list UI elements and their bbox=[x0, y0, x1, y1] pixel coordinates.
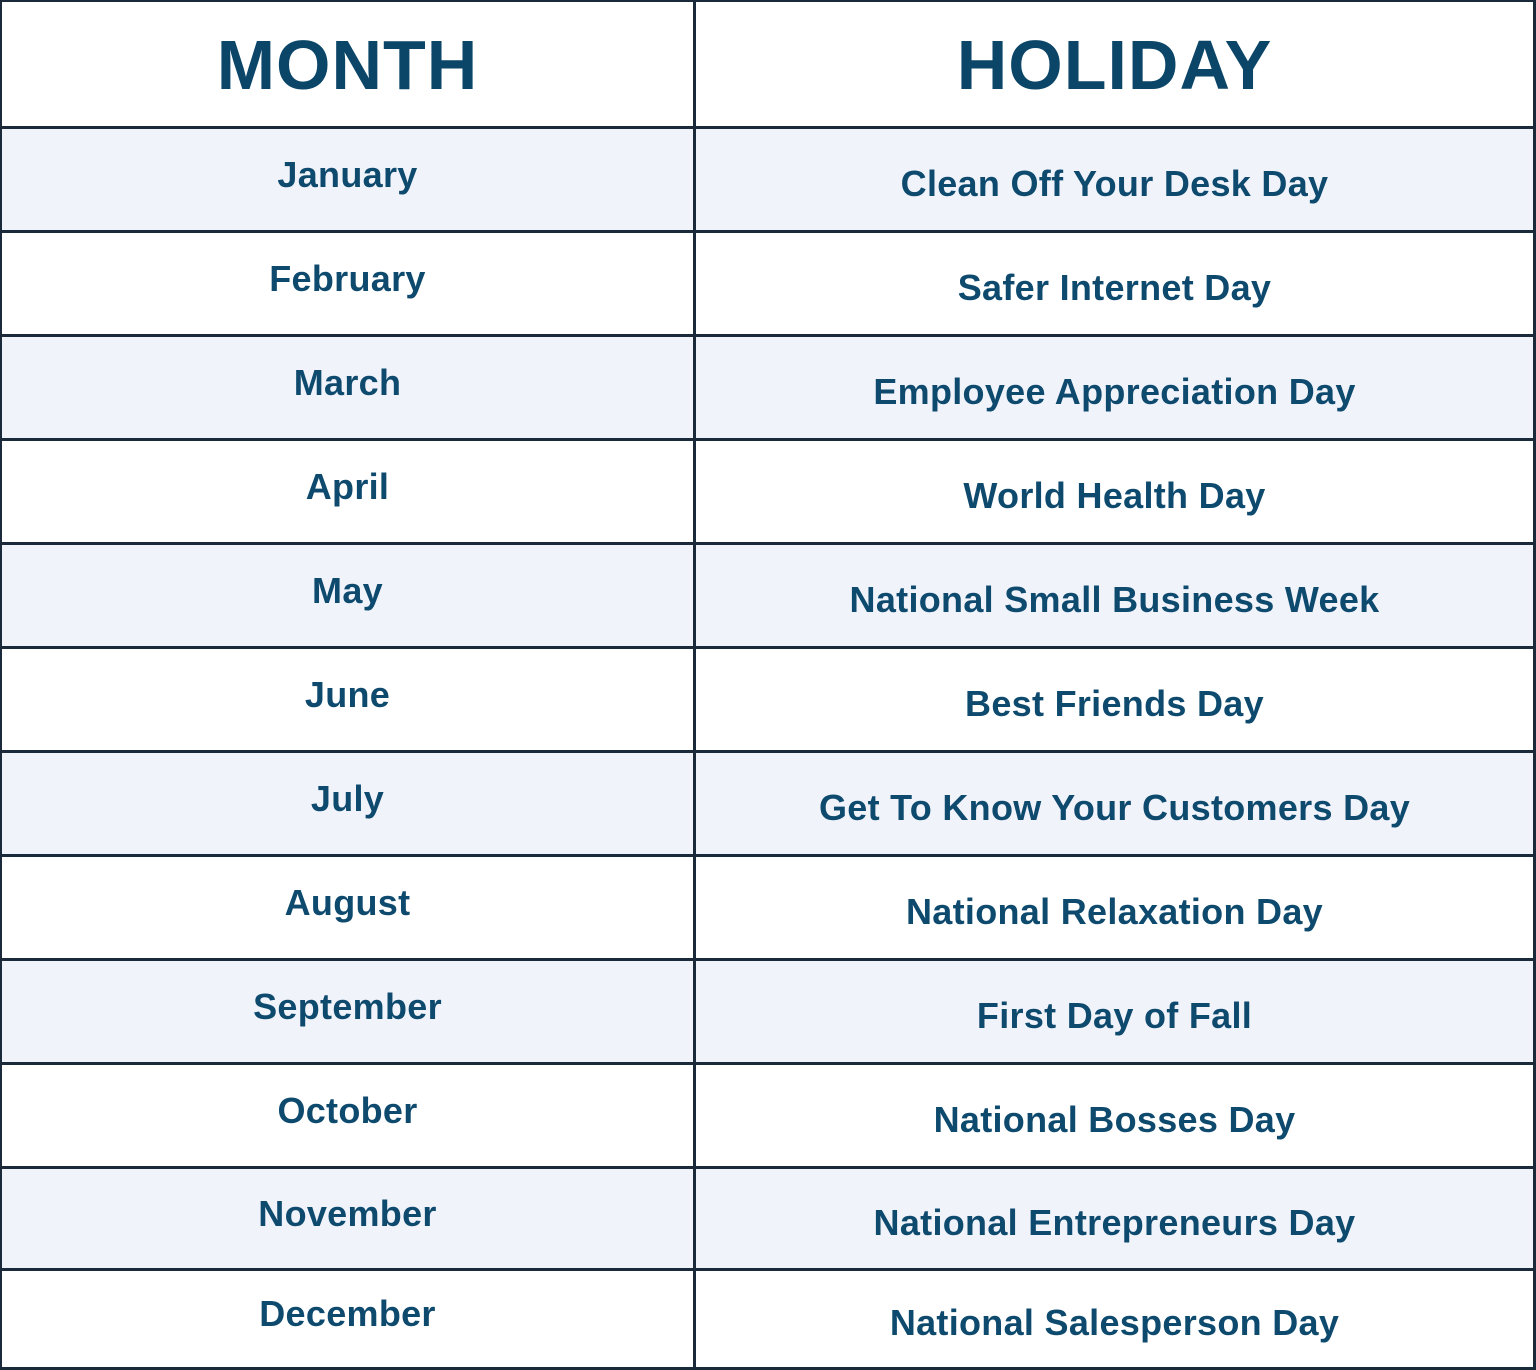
table-row bbox=[2, 1268, 1533, 1369]
holiday-text: National Entrepreneurs Day bbox=[873, 1201, 1356, 1243]
holiday-text: National Relaxation Day bbox=[905, 890, 1323, 932]
month-cell bbox=[2, 857, 696, 960]
month-text: June bbox=[304, 673, 391, 715]
holiday-cell bbox=[696, 441, 1533, 544]
month-cell bbox=[2, 1169, 696, 1270]
holiday-text: National Salesperson Day bbox=[889, 1302, 1340, 1343]
month-text: February bbox=[269, 257, 426, 299]
holiday-text: Safer Internet Day bbox=[957, 266, 1272, 308]
month-text: November bbox=[258, 1192, 437, 1234]
holiday-cell bbox=[696, 129, 1533, 232]
table-row bbox=[2, 750, 1533, 856]
holiday-cell bbox=[696, 1169, 1533, 1270]
month-column-header: MONTH bbox=[2, 2, 696, 128]
holiday-cell bbox=[696, 1065, 1533, 1168]
table-row bbox=[2, 126, 1533, 232]
table-row bbox=[2, 646, 1533, 752]
table-header-row bbox=[2, 2, 1533, 128]
month-cell bbox=[2, 1271, 696, 1369]
holiday-cell bbox=[696, 233, 1533, 336]
month-cell bbox=[2, 1065, 696, 1168]
month-cell bbox=[2, 649, 696, 752]
table-row bbox=[2, 230, 1533, 336]
month-cell bbox=[2, 545, 696, 648]
table-row bbox=[2, 334, 1533, 440]
month-cell bbox=[2, 961, 696, 1064]
month-text: April bbox=[305, 465, 390, 507]
month-text: May bbox=[312, 569, 383, 611]
holiday-cell bbox=[696, 753, 1533, 856]
holiday-cell bbox=[696, 857, 1533, 960]
month-text: December bbox=[259, 1293, 436, 1334]
holiday-cell bbox=[696, 337, 1533, 440]
table-row bbox=[2, 1062, 1533, 1168]
holiday-text: National Small Business Week bbox=[849, 578, 1380, 620]
month-text: March bbox=[293, 361, 402, 403]
month-text: August bbox=[284, 881, 411, 923]
table-row bbox=[2, 854, 1533, 960]
table-row bbox=[2, 1166, 1533, 1270]
table-row bbox=[2, 958, 1533, 1064]
table-row bbox=[2, 542, 1533, 648]
holiday-text: Best Friends Day bbox=[965, 682, 1264, 724]
holiday-cell bbox=[696, 961, 1533, 1064]
month-cell bbox=[2, 233, 696, 336]
holiday-column-header: HOLIDAY bbox=[956, 26, 1273, 104]
holiday-cell bbox=[696, 545, 1533, 648]
month-cell bbox=[2, 129, 696, 232]
month-text: October bbox=[277, 1089, 418, 1131]
month-text: January bbox=[277, 153, 418, 195]
holiday-text: First Day of Fall bbox=[976, 994, 1253, 1036]
holiday-text: World Health Day bbox=[963, 474, 1266, 516]
holiday-cell bbox=[696, 1271, 1533, 1369]
month-text: July bbox=[310, 777, 385, 819]
month-cell bbox=[2, 337, 696, 440]
holiday-text: National Bosses Day bbox=[933, 1098, 1296, 1140]
holiday-text: Clean Off Your Desk Day bbox=[900, 162, 1329, 204]
month-cell bbox=[2, 753, 696, 856]
holiday-text: Get To Know Your Customers Day bbox=[818, 786, 1411, 828]
table-row bbox=[2, 438, 1533, 544]
holiday-text: Employee Appreciation Day bbox=[873, 370, 1356, 412]
month-text: September bbox=[253, 985, 442, 1027]
month-cell bbox=[2, 441, 696, 544]
holiday-cell bbox=[696, 649, 1533, 752]
